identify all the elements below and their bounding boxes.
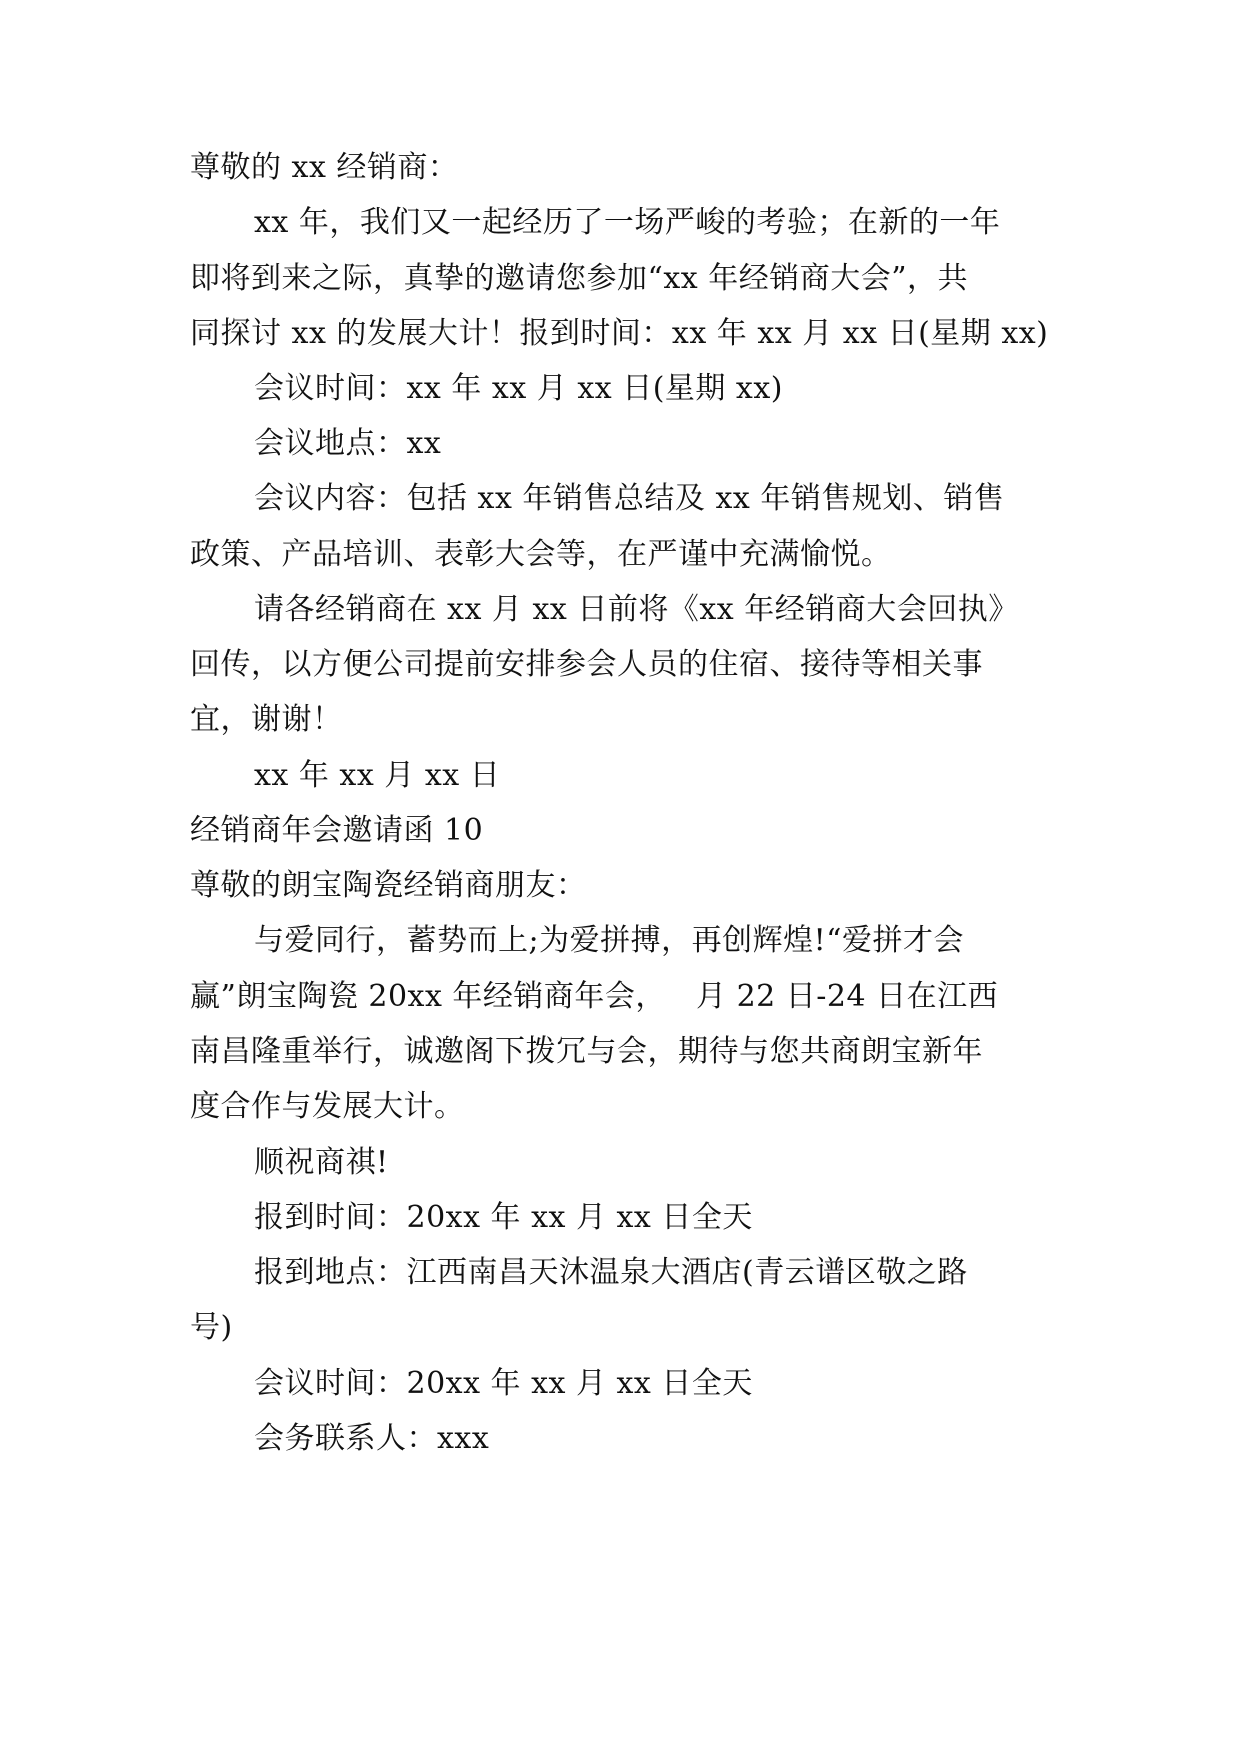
contact: 会务联系人：xxx bbox=[254, 1421, 490, 1456]
body-line: 度合作与发展大计。 bbox=[190, 1089, 465, 1124]
body-line: 号) bbox=[190, 1310, 233, 1345]
body-line: 请各经销商在 xx 月 xx 日前将《xx 年经销商大会回执》 bbox=[254, 592, 1019, 627]
body-line: 即将到来之际，真挚的邀请您参加“xx 年经销商大会”，共 bbox=[190, 261, 969, 296]
section-title: 经销商年会邀请函 10 bbox=[190, 813, 484, 848]
body-line: 政策、产品培训、表彰大会等，在严谨中充满愉悦。 bbox=[190, 537, 892, 572]
checkin-place: 报到地点：江西南昌天沐温泉大酒店(青云谱区敬之路 bbox=[254, 1255, 968, 1290]
salutation: 尊敬的 xx 经销商： bbox=[190, 150, 459, 185]
body-line: 同探讨 xx 的发展大计！报到时间：xx 年 xx 月 xx 日(星期 xx) bbox=[190, 316, 1049, 351]
closing: 顺祝商祺! bbox=[254, 1145, 389, 1180]
body-line: 赢”朗宝陶瓷 20xx 年经销商年会， 月 22 日-24 日在江西 bbox=[190, 979, 999, 1014]
body-line: 与爱同行，蓄势而上;为爱拼搏，再创辉煌!“爱拼才会 bbox=[254, 923, 964, 958]
meeting-time: 会议时间：20xx 年 xx 月 xx 日全天 bbox=[254, 1366, 753, 1401]
salutation: 尊敬的朗宝陶瓷经销商朋友： bbox=[190, 868, 587, 903]
meeting-place: 会议地点：xx bbox=[254, 426, 442, 461]
meeting-time: 会议时间：xx 年 xx 月 xx 日(星期 xx) bbox=[254, 371, 783, 406]
body-line: 回传，以方便公司提前安排参会人员的住宿、接待等相关事 bbox=[190, 647, 983, 682]
date-line: xx 年 xx 月 xx 日 bbox=[254, 758, 501, 793]
body-line: 宜，谢谢！ bbox=[190, 702, 343, 737]
body-line: 南昌隆重举行，诚邀阁下拨冗与会，期待与您共商朗宝新年 bbox=[190, 1034, 983, 1069]
body-line: xx 年，我们又一起经历了一场严峻的考验；在新的一年 bbox=[254, 205, 1001, 240]
checkin-time: 报到时间：20xx 年 xx 月 xx 日全天 bbox=[254, 1200, 753, 1235]
meeting-content: 会议内容：包括 xx 年销售总结及 xx 年销售规划、销售 bbox=[254, 481, 1005, 516]
